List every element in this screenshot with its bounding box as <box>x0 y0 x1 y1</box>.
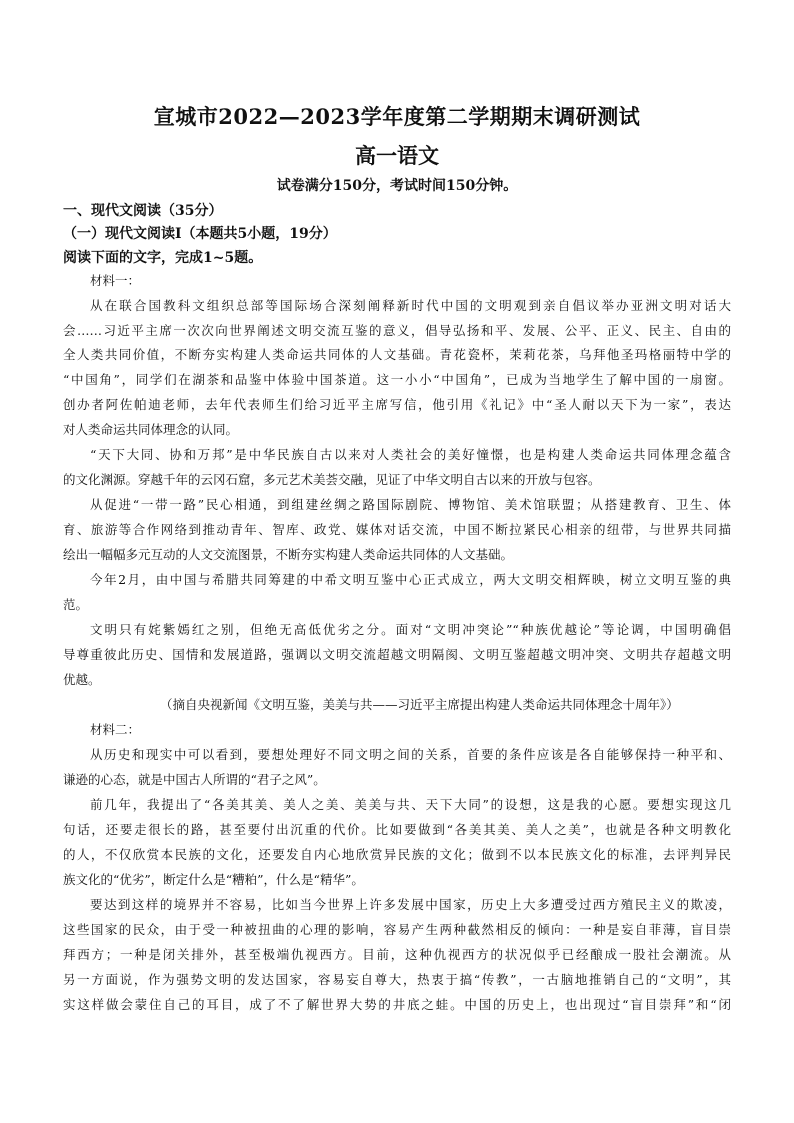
exam-subtitle: 高一语文 <box>355 143 439 168</box>
material2-line: 谦逊的心态，就是中国古人所谓的“君子之风”。 <box>63 772 326 787</box>
section-instruction: 阅读下面的文字，完成1~5题。 <box>63 250 263 266</box>
material1-line: 范。 <box>63 597 89 612</box>
material1-line: 对人类命运共同体理念的认同。 <box>63 422 239 437</box>
material1-line: 导尊重彼此历史、国情和发展道路，强调以文明交流超越文明隔阂、文明互鉴超越文明冲突、文明共存超越文明 <box>63 647 731 662</box>
material1-line: 的文化渊源。穿越千年的云冈石窟，多元艺术美荟交融，见证了中华文明自古以来的开放与包容。 <box>63 472 601 487</box>
material1-source: （摘自央视新闻《文明互鉴，美美与共——习近平主席提出构建人类命运共同体理念十周年》） <box>160 697 679 712</box>
material2-line: 要达到这样的境界并不容易，比如当今世界上许多发展中国家，历史上大多遭受过西方殖民主义的欺凌， <box>90 897 731 912</box>
material2-line: 实这样做会蒙住自己的耳目，成了不了解世界大势的井底之蛙。中国的历史上，也出现过“盲目崇拜”和“闭 <box>63 997 731 1012</box>
section-heading: 一、现代文阅读（35分） <box>63 203 223 219</box>
material1-line: 从促进“一带一路”民心相通，到组建丝绸之路国际剧院、博物馆、美术馆联盟；从搭建教育、卫生、体 <box>90 497 731 512</box>
section-subheading: （一）现代文阅读Ⅰ（本题共5小题，19分） <box>63 226 337 242</box>
material2-line: 句话，还要走很长的路，甚至要付出沉重的代价。比如要做到“各美其美、美人之美”，也就是各种文明教化 <box>63 822 731 837</box>
material1-line: 优越。 <box>63 672 101 687</box>
material2-line: 前几年，我提出了“各美其美、美人之美、美美与共、天下大同”的设想，这是我的心愿。要想实现这几 <box>90 797 731 812</box>
exam-note: 试卷满分150分，考试时间150分钟。 <box>276 178 518 194</box>
material2-line: 拜西方；一种是闭关排外，甚至极端仇视西方。目前，这种仇视西方的状况似乎已经酿成一股社会潮流。从 <box>63 947 731 962</box>
material2-label: 材料二： <box>90 722 141 737</box>
material1-line: 绘出一幅幅多元互动的人文交流图景，不断夯实构建人类命运共同体的人文基础。 <box>63 547 514 562</box>
material1-line: 今年2月，由中国与希腊共同筹建的中希文明互鉴中心正式成立，两大文明交相辉映，树立文明互鉴的典 <box>90 572 731 587</box>
material1-line: 创办者阿佐帕迪老师，去年代表师生们给习近平主席写信，他引用《礼记》中“圣人耐以天下为一家”，表达 <box>63 397 731 412</box>
material1-line: 文明只有姹紫嫣红之别，但绝无高低优劣之分。面对“文明冲突论”“种族优越论”等论调，中国明确倡 <box>90 622 731 637</box>
material1-line: “中国角”，同学们在湖茶和品鉴中体验中国茶道。这一小小“中国角”，已成为当地学生了解中国的一扇窗。 <box>63 372 731 387</box>
material1-line: 育、旅游等合作网络到推动青年、智库、政党、媒体对话交流，中国不断拉紧民心相亲的纽带，与世界共同描 <box>63 522 731 537</box>
material1-line: “天下大同、协和万邦”是中华民族自古以来对人类社会的美好憧憬，也是构建人类命运共同体理念蕴含 <box>90 447 731 462</box>
material1-label: 材料一： <box>90 273 141 288</box>
material2-line: 另一方面说，作为强势文明的发达国家，容易妄自尊大，热衷于搞“传教”，一古脑地推销自己的“文明”，其 <box>63 972 731 987</box>
material1-line: 会……习近平主席一次次向世界阐述文明交流互鉴的意义，倡导弘扬和平、发展、公平、正义、民主、自由的 <box>63 323 731 338</box>
exam-title: 宣城市2022—2023学年度第二学期期末调研测试 <box>153 104 641 129</box>
material2-line: 从历史和现实中可以看到，要想处理好不同文明之间的关系，首要的条件应该是各自能够保持一种平和、 <box>90 747 731 762</box>
material1-line: 从在联合国教科文组织总部等国际场合深刻阐释新时代中国的文明观到亲自倡议举办亚洲文明对话大 <box>90 298 731 313</box>
material1-line: 全人类共同价值，不断夯实构建人类命运共同体的人文基础。青花瓷杯，茉莉花茶，乌拜他圣玛格丽特中学的 <box>63 347 731 362</box>
material2-line: 族文化的“优劣”，断定什么是“糟粕”，什么是“精华”。 <box>63 872 364 887</box>
material2-line: 这些国家的民众，由于受一种被扭曲的心理的影响，容易产生两种截然相反的倾向：一种是妄自菲薄，盲目崇 <box>63 922 731 937</box>
material2-line: 的人，不仅欣赏本民族的文化，还要发自内心地欣赏异民族的文化；做到不以本民族文化的标准，去评判异民 <box>63 847 731 862</box>
